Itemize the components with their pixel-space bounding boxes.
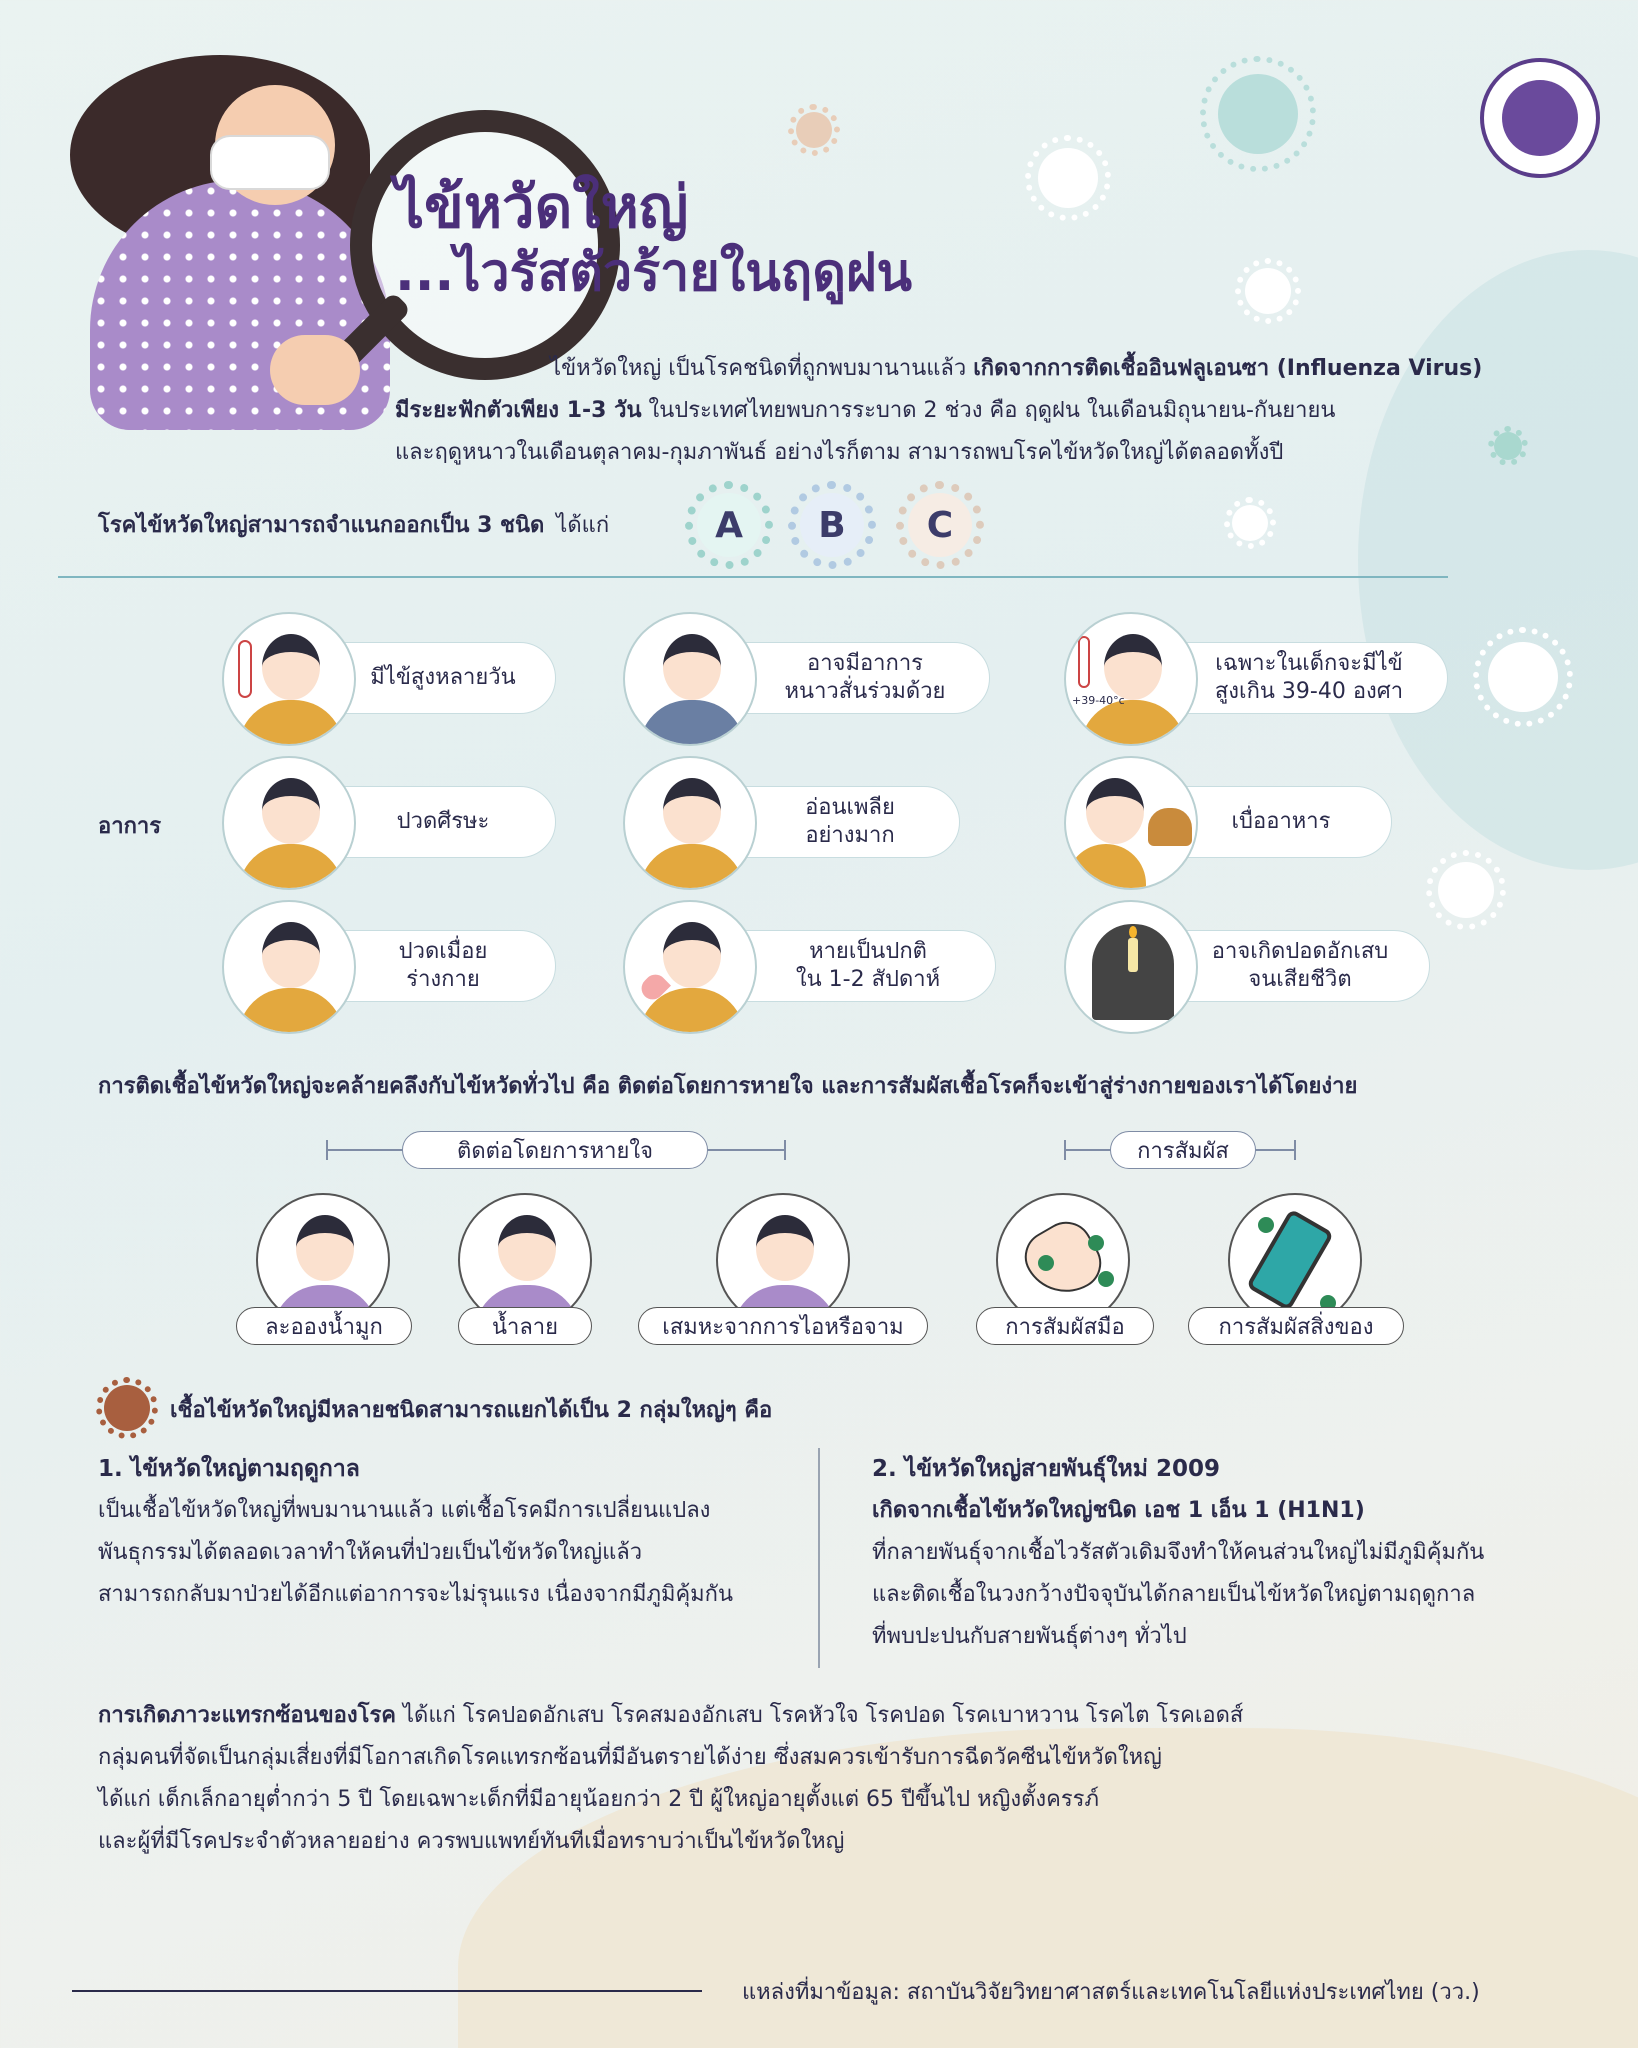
- virus-icon: [104, 1385, 150, 1431]
- background-blob: [1358, 250, 1638, 870]
- type-c-badge: C: [908, 493, 972, 557]
- virus-decoration-icon: [1038, 148, 1098, 208]
- page-title: ไข้หวัดใหญ่: [395, 173, 689, 241]
- transmission-label: ละอองน้ำมูก: [236, 1307, 412, 1345]
- symptom-item: อาจมีอาการ หนาวสั่นร่วมด้วย: [700, 642, 990, 714]
- shivering-person-icon: [623, 612, 757, 746]
- food-refusal-icon: [1064, 756, 1198, 890]
- intro-line-1: ไข้หวัดใหญ่ เป็นโรคชนิดที่ถูกพบมานานแล้ว เกิดจากการติดเชื้ออินฟลูเอนซา (Influenza Virus): [550, 356, 1483, 381]
- virus-decoration-icon: [796, 112, 832, 148]
- intro-line-2: มีระยะฟักตัวเพียง 1-3 วัน ในประเทศไทยพบการระบาด 2 ช่วง คือ ฤดูฝน ในเดือนมิถุนายน-กันยายน: [395, 398, 1336, 423]
- group-seasonal-title: 1. ไข้หวัดใหญ่ตามฤดูกาล: [98, 1456, 360, 1482]
- virus-decoration-icon: [1488, 642, 1558, 712]
- column-divider: [818, 1448, 820, 1668]
- symptom-item: หายเป็นปกติ ใน 1-2 สัปดาห์: [700, 930, 996, 1002]
- page-subtitle: ...ไวรัสตัวร้ายในฤดูฝน: [395, 243, 913, 303]
- complications-line: กลุ่มคนที่จัดเป็นกลุ่มเสี่ยงที่มีโอกาสเกิดโรคแทรกซ้อนที่มีอันตรายได้ง่าย ซึ่งสมควรเข้ารับการฉีดวัคซีนไข้หวัดใหญ่: [98, 1745, 1162, 1770]
- bracket-tick: [1294, 1140, 1296, 1160]
- thermometer-icon: [222, 612, 356, 746]
- institute-logo: [1480, 58, 1600, 178]
- hand-illustration: [270, 335, 360, 405]
- face-mask-icon: [210, 135, 330, 190]
- virus-decoration-icon: [1438, 862, 1494, 918]
- groups-heading: เชื้อไข้หวัดใหญ่มีหลายชนิดสามารถแยกได้เป็น 2 กลุ่มใหญ่ๆ คือ: [170, 1398, 773, 1423]
- section-divider: [58, 576, 1448, 578]
- complications-paragraph: [98, 1695, 1538, 1863]
- virus-decoration-icon: [1218, 74, 1298, 154]
- source-credit: แหล่งที่มาข้อมูล: สถาบันวิจัยวิทยาศาสตร์และเทคโนโลยีแห่งประเทศไทย (วว.): [742, 1980, 1480, 2005]
- virus-decoration-icon: [1245, 268, 1291, 314]
- child-fever-icon: +39-40°c: [1064, 612, 1198, 746]
- group-h1n1-line: ที่กลายพันธุ์จากเชื้อไวรัสตัวเดิมจึงทำให้คนส่วนใหญ่ไม่มีภูมิคุ้มกัน: [872, 1540, 1485, 1565]
- group-touch-label: การสัมผัส: [1110, 1131, 1256, 1169]
- bracket-tick: [784, 1140, 786, 1160]
- bracket-tick: [1064, 1140, 1066, 1160]
- symptom-item: ปวดศีรษะ: [290, 786, 556, 858]
- type-a-badge: A: [697, 493, 761, 557]
- transmission-label: เสมหะจากการไอหรือจาม: [638, 1307, 928, 1345]
- group-h1n1-subtitle: เกิดจากเชื้อไข้หวัดใหญ่ชนิด เอช 1 เอ็น 1 (H1N1): [872, 1498, 1365, 1523]
- symptom-item: เฉพาะในเด็กจะมีไข้ สูงเกิน 39-40 องศา: [1130, 642, 1448, 714]
- types-label: โรคไข้หวัดใหญ่สามารถจำแนกออกเป็น 3 ชนิด ได้แก่: [98, 513, 610, 538]
- tombstone-candle-icon: [1064, 900, 1198, 1034]
- type-b-badge: B: [800, 493, 864, 557]
- symptom-item: อ่อนเพลีย อย่างมาก: [700, 786, 960, 858]
- fatigue-icon: [623, 756, 757, 890]
- group-breath-label: ติดต่อโดยการหายใจ: [402, 1131, 708, 1169]
- group-h1n1-line: และติดเชื้อในวงกว้างปัจจุบันได้กลายเป็นไข้หวัดใหญ่ตามฤดูกาล: [872, 1582, 1476, 1607]
- intro-line-3: และฤดูหนาวในเดือนตุลาคม-กุมภาพันธ์ อย่างไรก็ตาม สามารถพบโรคไข้หวัดใหญ่ได้ตลอดทั้งปี: [395, 440, 1284, 465]
- group-seasonal-line: เป็นเชื้อไข้หวัดใหญ่ที่พบมานานแล้ว แต่เชื้อโรคมีการเปลี่ยนแปลง: [98, 1498, 711, 1523]
- virus-decoration-icon: [1232, 505, 1268, 541]
- symptoms-label: อาการ: [98, 814, 162, 839]
- symptom-item: มีไข้สูงหลายวัน: [290, 642, 556, 714]
- body-ache-icon: [222, 900, 356, 1034]
- bracket-tick: [326, 1140, 328, 1160]
- group-h1n1-title: 2. ไข้หวัดใหญ่สายพันธุ์ใหม่ 2009: [872, 1456, 1220, 1482]
- recovery-icon: [623, 900, 757, 1034]
- transmission-label: การสัมผัสมือ: [976, 1307, 1154, 1345]
- complications-line: การเกิดภาวะแทรกซ้อนของโรค ได้แก่ โรคปอดอักเสบ โรคสมองอักเสบ โรคหัวใจ โรคปอด โรคเบาหวาน โรคไต โรคเอดส์: [98, 1703, 1244, 1728]
- symptom-item: ปวดเมื่อย ร่างกาย: [290, 930, 556, 1002]
- group-seasonal-line: สามารถกลับมาป่วยได้อีกแต่อาการจะไม่รุนแรง เนื่องจากมีภูมิคุ้มกัน: [98, 1582, 734, 1607]
- transmission-label: น้ำลาย: [458, 1307, 592, 1345]
- institute-emblem-icon: [1502, 80, 1578, 156]
- group-seasonal: [98, 1448, 733, 1616]
- group-seasonal-line: พันธุกรรมได้ตลอดเวลาทำให้คนที่ป่วยเป็นไข้หวัดใหญ่แล้ว: [98, 1540, 643, 1565]
- intro-paragraph: [395, 348, 1575, 474]
- transmission-label: การสัมผัสสิ่งของ: [1188, 1307, 1404, 1345]
- symptom-item: เบื่ออาหาร: [1130, 786, 1392, 858]
- footer-divider: [72, 1990, 702, 1992]
- spread-intro: การติดเชื้อไข้หวัดใหญ่จะคล้ายคลึงกับไข้หวัดทั่วไป คือ ติดต่อโดยการหายใจ และการสัมผัสเชื้อโรคก็จะเข้าสู่ร่างกายของเราได้โดยง่าย: [98, 1074, 1358, 1099]
- complications-line: และผู้ที่มีโรคประจำตัวหลายอย่าง ควรพบแพทย์ทันทีเมื่อทราบว่าเป็นไข้หวัดใหญ่: [98, 1829, 845, 1854]
- headache-icon: [222, 756, 356, 890]
- group-h1n1: [872, 1448, 1484, 1658]
- symptom-item: อาจเกิดปอดอักเสบ จนเสียชีวิต: [1130, 930, 1430, 1002]
- group-h1n1-line: ที่พบปะปนกับสายพันธุ์ต่างๆ ทั่วไป: [872, 1624, 1187, 1649]
- complications-line: ได้แก่ เด็กเล็กอายุต่ำกว่า 5 ปี โดยเฉพาะเด็กที่มีอายุน้อยกว่า 2 ปี ผู้ใหญ่อายุตั้งแต่ 65 ปีขึ้นไป หญิงตั้งครรภ์: [98, 1787, 1099, 1812]
